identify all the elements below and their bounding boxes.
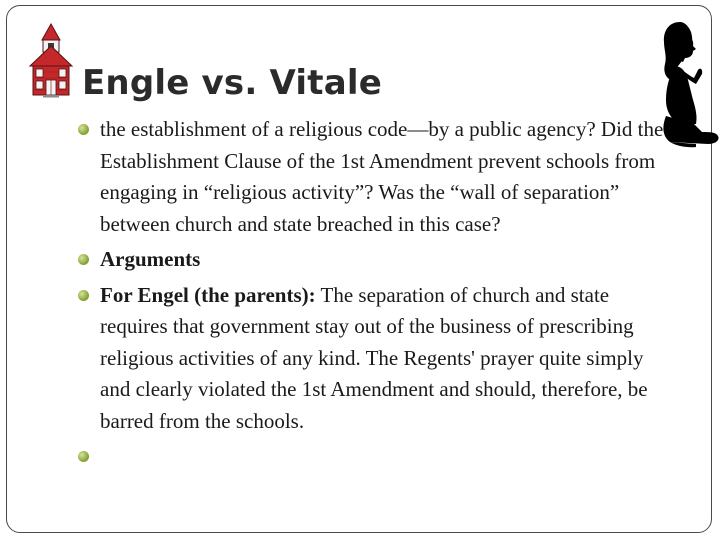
bullet-icon: [78, 451, 89, 462]
bullet-item-question: [78, 114, 668, 240]
bullet-item-for-engel: [78, 280, 668, 438]
bullet-icon: [78, 254, 89, 265]
bullet-icon: [78, 124, 89, 135]
bullet-heading: Arguments: [100, 247, 201, 271]
bullet-item-empty: [78, 441, 668, 472]
bullet-text: The separation of church and state requires that government stay out of the business of prescribing religious activities of any kind. The Regents' prayer quite simply and clearly violated the 1st Amendment and should, therefore, be barred from the schools.: [100, 282, 648, 433]
bullet-icon: [78, 290, 89, 301]
slide-title: Engle vs. Vitale: [82, 62, 382, 103]
bullet-list: [78, 114, 668, 472]
schoolhouse-icon: [28, 22, 74, 98]
bullet-item-arguments: [78, 244, 668, 276]
bullet-lead: For Engel (the parents):: [100, 282, 316, 307]
bullet-text: the establishment of a religious code—by a public agency? Did the Establishment Clause of the 1st Amendment prevent schools from engaging in “religious activity”? Was the “wall of separation” between church and state breached in this case?: [100, 117, 664, 236]
